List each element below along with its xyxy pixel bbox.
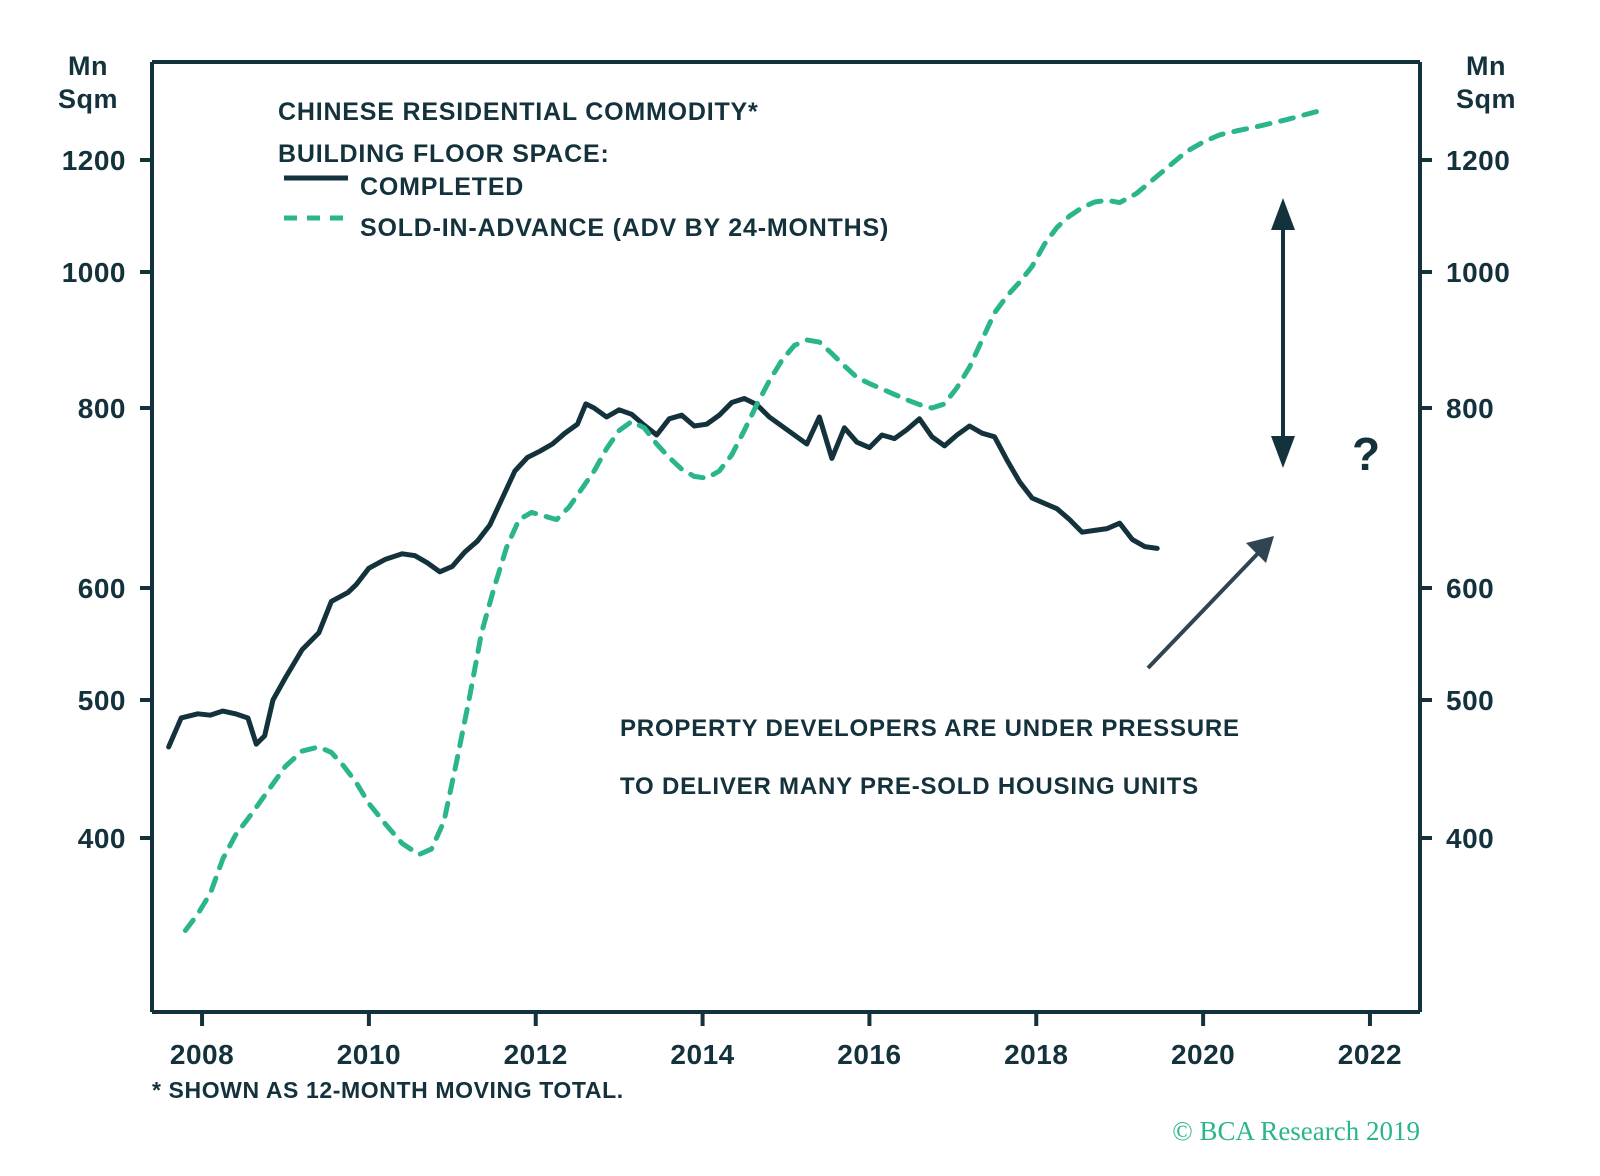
pressure-note-line2: TO DELIVER MANY PRE-SOLD HOUSING UNITS <box>620 773 1199 800</box>
x-tick-label: 2014 <box>670 1039 735 1070</box>
y-axis-unit-left-line1: Mn <box>68 51 108 81</box>
legend-label-completed: COMPLETED <box>360 173 525 201</box>
plot-axes <box>152 62 1420 1012</box>
y-tick-label: 1200 <box>1446 145 1511 176</box>
y-tick-label: 1000 <box>1446 257 1511 288</box>
x-tick-label: 2008 <box>169 1039 235 1070</box>
y-tick-label: 400 <box>77 823 126 854</box>
x-axis-ticks <box>170 1012 1402 1070</box>
legend-label-sold-in-advance: SOLD-IN-ADVANCE (ADV BY 24-MONTHS) <box>360 214 890 242</box>
x-tick-label: 2018 <box>1004 1039 1069 1070</box>
chart-footnote: * SHOWN AS 12-MONTH MOVING TOTAL. <box>152 1077 624 1103</box>
y-axis-ticks <box>62 145 1511 854</box>
y-tick-label: 800 <box>1446 393 1495 424</box>
y-axis-unit-right-line1: Mn <box>1466 51 1506 81</box>
x-tick-label: 2016 <box>837 1039 902 1070</box>
trend-arrow <box>1148 536 1274 668</box>
y-axis-unit-left-line2: Sqm <box>57 84 119 114</box>
y-tick-label: 500 <box>1446 685 1495 716</box>
y-tick-label: 800 <box>77 393 126 424</box>
question-mark-annotation: ? <box>1351 428 1381 480</box>
y-tick-label: 500 <box>77 685 126 716</box>
x-tick-label: 2020 <box>1170 1039 1236 1070</box>
x-tick-label: 2012 <box>503 1039 568 1070</box>
y-tick-label: 1000 <box>61 257 126 288</box>
legend-title-line2: BUILDING FLOOR SPACE: <box>278 140 610 168</box>
chart-credit: © BCA Research 2019 <box>1172 1116 1420 1146</box>
pressure-note-line1: PROPERTY DEVELOPERS ARE UNDER PRESSURE <box>620 715 1240 742</box>
legend-title-line1: CHINESE RESIDENTIAL COMMODITY* <box>278 98 759 126</box>
y-tick-label: 600 <box>77 573 126 604</box>
x-tick-label: 2022 <box>1337 1039 1403 1070</box>
y-axis-unit-right-line2: Sqm <box>1455 84 1517 114</box>
y-tick-label: 400 <box>1446 823 1495 854</box>
x-tick-label: 2010 <box>336 1039 402 1070</box>
gap-double-arrow <box>1271 198 1295 468</box>
y-tick-label: 1200 <box>61 145 126 176</box>
y-tick-label: 600 <box>1446 573 1495 604</box>
chart-legend <box>278 98 889 242</box>
